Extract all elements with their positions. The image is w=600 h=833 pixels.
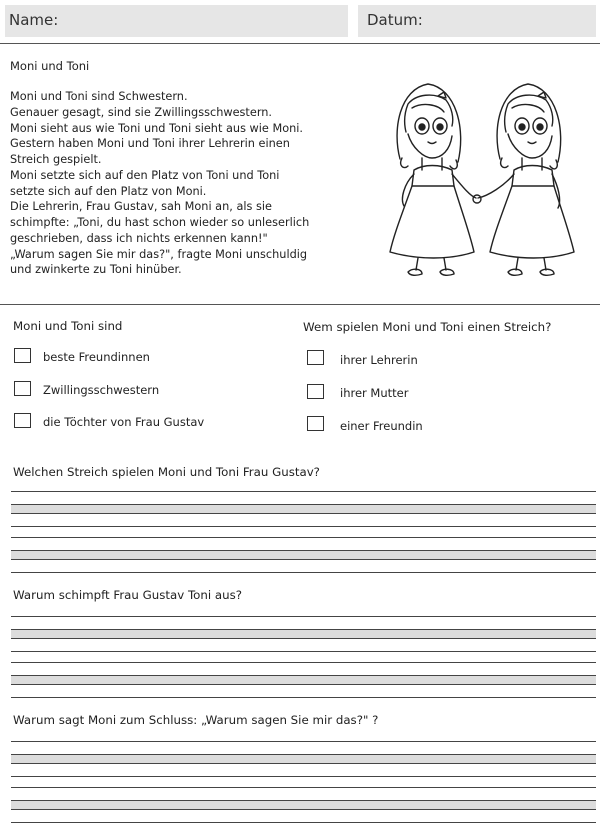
quiz1-option-1: beste Freundinnen (43, 350, 150, 364)
story-line: „Warum sagen Sie mir das?", fragte Moni unschuldig (10, 247, 308, 261)
story-text (10, 89, 355, 278)
answer-lines-3b[interactable] (11, 787, 596, 823)
story-line: schimpfte: „Toni, du hast schon wieder so unleserlich (10, 216, 310, 229)
checkbox-toechter[interactable] (14, 413, 31, 428)
story-line: Die Lehrerin, Frau Gustav, sah Moni an, als sie (10, 200, 272, 214)
story-line: und zwinkerte zu Toni hinüber. (10, 263, 182, 277)
quiz1-question: Moni und Toni sind (13, 319, 123, 333)
answer-lines-1a[interactable] (11, 491, 596, 527)
quiz1-option-2: Zwillingsschwestern (43, 383, 160, 397)
answer-lines-2a[interactable] (11, 616, 596, 652)
story-line: Streich gespielt. (10, 153, 102, 166)
answer-lines-3a[interactable] (11, 741, 596, 777)
right-girl-figure (478, 84, 574, 275)
story-line: setzte sich auf den Platz von Moni. (10, 184, 207, 198)
checkbox-lehrerin[interactable] (307, 350, 324, 365)
open-question-2: Warum schimpft Frau Gustav Toni aus? (13, 588, 243, 602)
checkbox-zwillingsschwestern[interactable] (14, 381, 31, 396)
quiz2-option-1: ihrer Lehrerin (340, 353, 418, 367)
quiz1-option-3: die Töchter von Frau Gustav (43, 415, 205, 429)
open-question-1: Welchen Streich spielen Moni und Toni Frau Gustav? (13, 465, 320, 479)
story-title: Moni und Toni (10, 59, 90, 73)
checkbox-mutter[interactable] (307, 384, 324, 399)
open-question-3: Warum sagt Moni zum Schluss: „Warum sagen Sie mir das?" ? (13, 713, 379, 727)
story-line: geschrieben, dass ich nichts erkennen kann!" (10, 231, 268, 245)
date-label: Datum: (367, 11, 423, 29)
name-label: Name: (9, 11, 59, 29)
answer-lines-1b[interactable] (11, 537, 596, 573)
story-line: Gestern haben Moni und Toni ihrer Lehrerin einen (10, 137, 290, 151)
checkbox-freundin[interactable] (307, 416, 324, 431)
story-line: Moni sieht aus wie Toni und Toni sieht aus wie Moni. (10, 121, 304, 135)
held-hands (473, 195, 481, 203)
top-divider (0, 43, 600, 44)
story-line: Moni und Toni sind Schwestern. (10, 90, 188, 103)
twins-illustration (378, 74, 578, 284)
checkbox-beste-freundinnen[interactable] (14, 348, 31, 363)
story-divider (0, 304, 600, 305)
answer-lines-2b[interactable] (11, 662, 596, 698)
quiz2-question: Wem spielen Moni und Toni einen Streich? (303, 320, 552, 334)
story-line: Genauer gesagt, sind sie Zwillingsschwestern. (10, 105, 273, 119)
story-line: Moni setzte sich auf den Platz von Toni und Toni (10, 168, 280, 182)
quiz2-option-2: ihrer Mutter (340, 386, 409, 400)
left-girl-figure (390, 84, 476, 275)
quiz2-option-3: einer Freundin (340, 419, 423, 433)
